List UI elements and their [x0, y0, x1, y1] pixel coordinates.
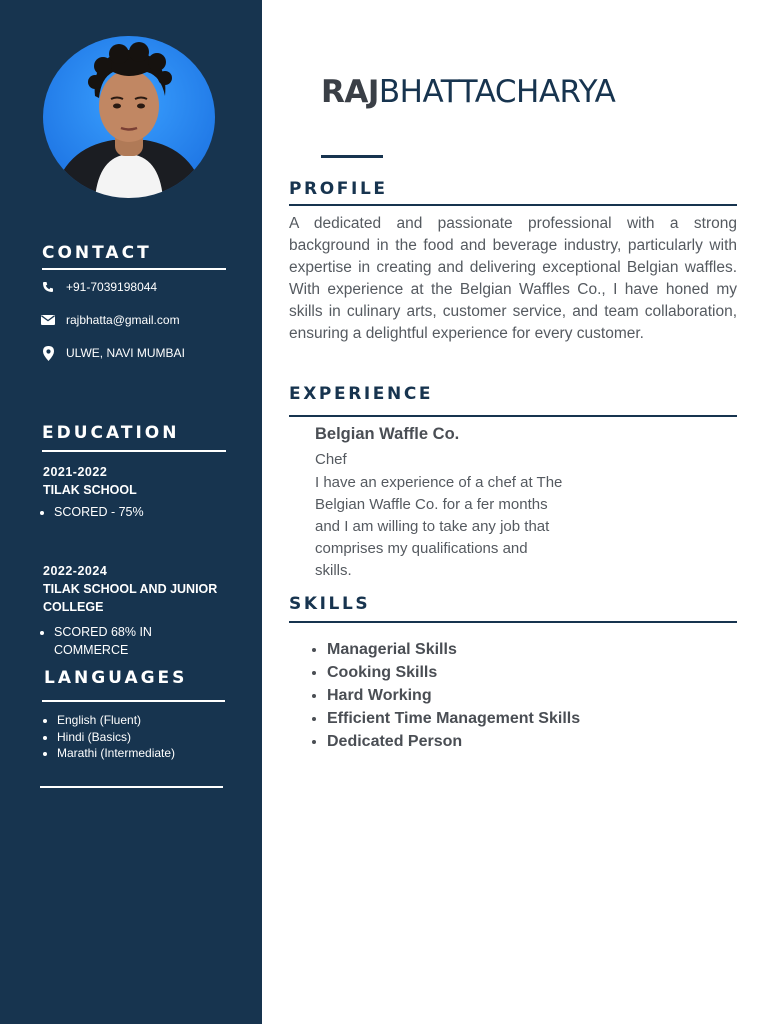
- education-school: TILAK SCHOOL: [43, 483, 137, 497]
- experience-divider: [289, 415, 737, 417]
- map-pin-icon: [40, 346, 56, 360]
- skills-heading: SKILLS: [289, 594, 371, 614]
- contact-divider: [42, 268, 226, 270]
- education-heading: EDUCATION: [42, 423, 180, 443]
- contact-phone: [40, 280, 157, 294]
- sidebar: [0, 0, 262, 1024]
- skill-item: • Cooking Skills: [327, 661, 580, 684]
- education-divider: [42, 450, 226, 452]
- language-item: • English (Fluent): [57, 712, 175, 729]
- language-item: • Marathi (Intermediate): [57, 745, 175, 762]
- language-item: • Hindi (Basics): [57, 729, 175, 746]
- profile-text: A dedicated and passionate professional with a strong background in the food and beverage industry, particularly with expertise in creating and delivering exceptional Belgian waffles. With experience at the Belgian Waffles Co., I have honed my skills in culinary arts, customer service, and team collaboration, ensuring a delightful experience for every customer.: [289, 215, 737, 342]
- education-years: 2021-2022: [43, 465, 108, 479]
- experience-heading: EXPERIENCE: [289, 384, 434, 404]
- first-name: RAJ: [321, 74, 379, 110]
- contact-heading: CONTACT: [42, 243, 152, 263]
- envelope-icon: [40, 313, 56, 327]
- skill-item: • Dedicated Person: [327, 730, 580, 753]
- contact-phone-text: +91-7039198044: [66, 280, 158, 294]
- contact-email-text: rajbhatta@gmail.com: [66, 313, 180, 327]
- education-details: [42, 503, 234, 521]
- experience-role: Chef: [315, 451, 347, 468]
- languages-list: [44, 712, 175, 762]
- name-accent-bar: [321, 155, 383, 158]
- skills-list: [309, 638, 580, 753]
- skill-item: • Managerial Skills: [327, 638, 580, 661]
- profile-heading: PROFILE: [289, 179, 388, 199]
- education-detail: • SCORED 68% IN COMMERCE: [54, 623, 184, 659]
- last-name: BHATTACHARYA: [378, 74, 616, 110]
- contact-location: [40, 346, 185, 360]
- languages-divider: [42, 700, 225, 702]
- education-details: [42, 623, 184, 659]
- skill-item: • Efficient Time Management Skills: [327, 707, 580, 730]
- education-detail: • SCORED - 75%: [54, 503, 234, 521]
- languages-heading: LANGUAGES: [44, 668, 188, 688]
- experience-description: I have an experience of a chef at The Belgian Waffle Co. for a fer months and I am willing to take any job that comprises my qualifications and skills.: [315, 474, 563, 579]
- profile-photo: [43, 36, 215, 198]
- sidebar-bottom-divider: [40, 786, 223, 788]
- education-school: TILAK SCHOOL AND JUNIOR COLLEGE: [43, 582, 218, 614]
- phone-icon: [40, 280, 56, 294]
- contact-email: [40, 313, 180, 327]
- profile-divider: [289, 204, 737, 206]
- education-years: 2022-2024: [43, 564, 108, 578]
- candidate-name: [321, 74, 615, 110]
- skills-divider: [289, 621, 737, 623]
- experience-company: Belgian Waffle Co.: [315, 425, 460, 443]
- skill-item: • Hard Working: [327, 684, 580, 707]
- contact-location-text: ULWE, NAVI MUMBAI: [66, 346, 185, 360]
